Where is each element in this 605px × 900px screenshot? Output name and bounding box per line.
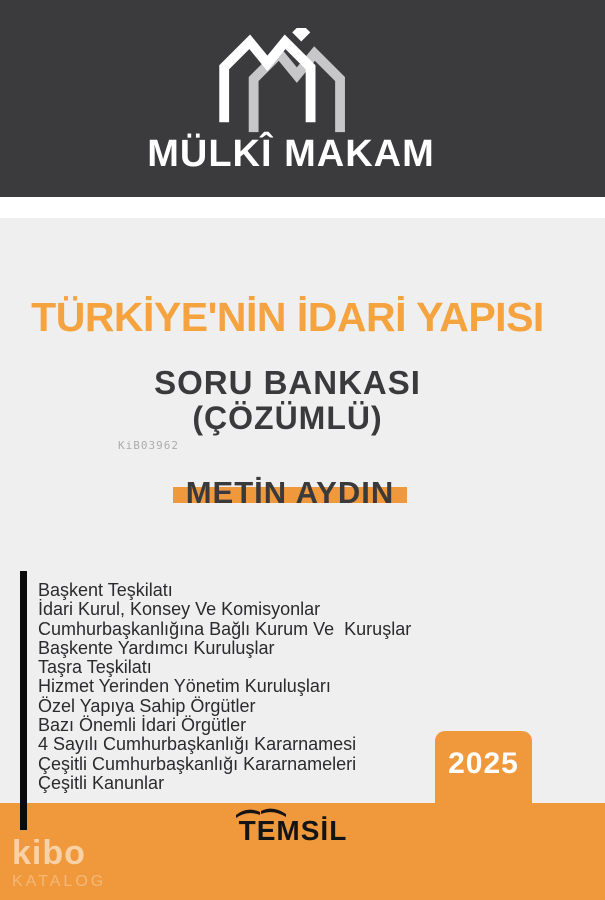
- publisher-name: TEMSİL: [238, 815, 348, 846]
- brand-name: MÜLKÎ MAKAM: [147, 133, 435, 175]
- topic-item: Bazı Önemli İdari Örgütler: [38, 715, 247, 736]
- author-name: METİN AYDIN: [185, 475, 395, 510]
- topic-item: Hizmet Yerinden Yönetim Kuruluşları: [38, 676, 331, 697]
- topic-item: Çeşitli Cumhurbaşkanlığı Kararnameleri: [38, 753, 357, 774]
- topic-item: Başkent Teşkilatı: [38, 580, 173, 600]
- topics-accent-rule: [20, 571, 27, 830]
- topic-item: İdari Kurul, Konsey Ve Komisyonlar: [38, 599, 321, 620]
- topic-item: Cumhurbaşkanlığına Bağlı Kurum Ve Kuruşlar: [38, 618, 412, 639]
- kibo-watermark: [12, 836, 106, 890]
- book-subtitle-note: (ÇÖZÜMLÜ): [192, 400, 383, 436]
- topic-item: Başkente Yardımcı Kuruluşlar: [38, 637, 275, 658]
- kibo-watermark-sub: KATALOG: [12, 873, 107, 890]
- mulki-makam-monogram-icon: [213, 28, 363, 136]
- open-book-icon: [235, 805, 287, 818]
- topic-item: Özel Yapıya Sahip Örgütler: [38, 695, 256, 716]
- edition-year: 2025: [448, 747, 519, 780]
- header-divider: [0, 197, 605, 218]
- topic-item: Taşra Teşkilatı: [38, 657, 152, 678]
- topics-list: [38, 581, 411, 793]
- kibo-watermark-name: kibo: [12, 834, 86, 872]
- book-title: TÜRKİYE'NİN İDARİ YAPISI: [31, 294, 544, 340]
- topic-item: 4 Sayılı Cumhurbaşkanlığı Kararnamesi: [38, 734, 357, 755]
- header-panel: [0, 0, 605, 197]
- book-subtitle: SORU BANKASI: [154, 364, 421, 401]
- topic-item: Çeşitli Kanunlar: [38, 772, 165, 793]
- catalog-code-watermark: KiB03962: [118, 439, 179, 452]
- edition-year-badge: [435, 731, 532, 811]
